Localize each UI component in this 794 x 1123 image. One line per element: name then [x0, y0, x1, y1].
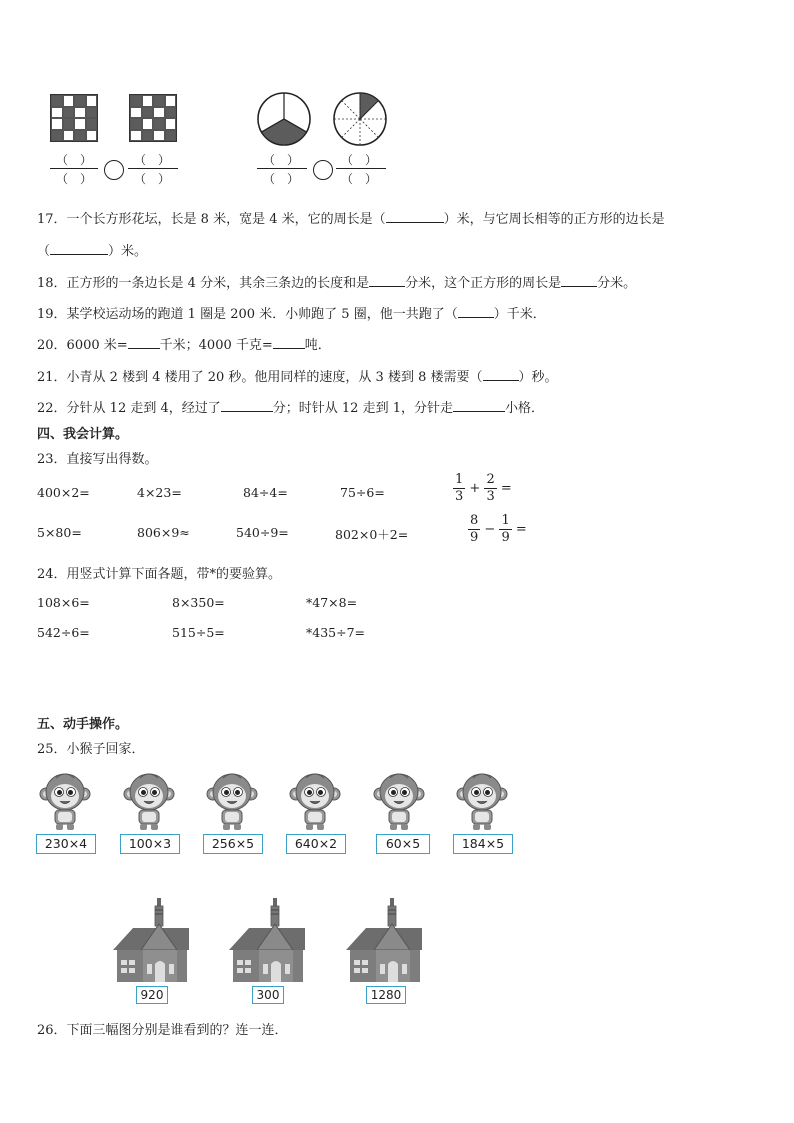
fraction-bar: [257, 168, 307, 169]
question-24-title: 24．用竖式计算下面各题，带*的要验算。: [37, 567, 282, 582]
calc-item: 400×2=: [37, 485, 90, 500]
house-number-box[interactable]: 1280: [366, 986, 406, 1004]
question-23-title: 23．直接写出得数。: [37, 452, 158, 467]
fraction-expression-2: [468, 513, 527, 546]
equals: =: [500, 481, 512, 496]
fraction-bar: [50, 168, 98, 169]
grid-cell: [142, 107, 154, 119]
q22-text: 分；时针从 12 走到 1，分针走: [272, 401, 453, 416]
blank-numerator[interactable]: （ ）: [263, 153, 300, 167]
grid-cell: [142, 130, 154, 142]
q22-text: 22．分针从 12 走到 4，经过了: [37, 401, 221, 416]
question-18: [37, 272, 636, 291]
answer-blank[interactable]: [561, 273, 597, 287]
answer-blank[interactable]: [386, 209, 444, 223]
q17-text: ）米。: [108, 244, 148, 259]
grid-figure-left: [50, 94, 98, 142]
answer-blank[interactable]: [50, 241, 108, 255]
fraction-bar: [336, 168, 386, 169]
question-17-cont: [37, 240, 147, 259]
answer-blank[interactable]: [458, 304, 494, 318]
monkey-expression-box[interactable]: 640×2: [286, 834, 346, 854]
grid-cell: [165, 107, 177, 119]
section-4-heading: 四、我会计算。: [37, 427, 129, 442]
question-22: [37, 397, 544, 416]
fraction-bar: [128, 168, 178, 169]
monkey-icon: [123, 770, 175, 832]
equals: =: [515, 522, 527, 537]
grid-cell: [130, 95, 142, 107]
grid-cell: [86, 95, 98, 107]
grid-cell: [130, 130, 142, 142]
calc-item: 515÷5=: [172, 625, 225, 640]
monkey-expression-box[interactable]: 184×5: [453, 834, 513, 854]
answer-blank[interactable]: [221, 398, 273, 412]
calc-item: *47×8=: [306, 595, 358, 610]
monkey-expression-box[interactable]: 256×5: [203, 834, 263, 854]
q17-text: ）米，与它周长相等的正方形的边长是: [443, 212, 665, 227]
grid-cell: [130, 107, 142, 119]
operator: +: [469, 481, 481, 496]
house-number-box[interactable]: 300: [252, 986, 284, 1004]
denominator: 9: [470, 530, 479, 545]
section-5-heading: 五、动手操作。: [37, 717, 129, 732]
numerator: 8: [470, 513, 479, 528]
circle-figure-left: [256, 91, 312, 147]
answer-blank[interactable]: [483, 367, 519, 381]
monkey-icon: [39, 770, 91, 832]
monkey-expression-box[interactable]: 100×3: [120, 834, 180, 854]
blank-numerator[interactable]: （ ）: [134, 153, 171, 167]
answer-blank[interactable]: [273, 335, 305, 349]
q22-text: 小格．: [504, 401, 544, 416]
question-26-title: 26．下面三幅图分别是谁看到的？连一连．: [37, 1023, 288, 1038]
question-25-title: 25．小猴子回家．: [37, 742, 145, 757]
grid-cell: [142, 118, 154, 130]
grid-cell: [63, 95, 75, 107]
calc-item: 8×350=: [172, 595, 225, 610]
calc-item: *435÷7=: [306, 625, 366, 640]
numerator: 2: [486, 472, 495, 487]
blank-denominator[interactable]: （ ）: [134, 172, 171, 186]
grid-cell: [74, 95, 86, 107]
q20-text: 吨．: [304, 338, 331, 353]
house-icon: [113, 898, 189, 984]
compare-circle[interactable]: [313, 160, 333, 180]
denominator: 9: [501, 530, 510, 545]
monkey-icon: [289, 770, 341, 832]
q20-text: 20．6000 米=: [37, 338, 128, 353]
grid-cell: [153, 107, 165, 119]
q19-text: ）千米．: [493, 307, 546, 322]
fraction: [468, 513, 480, 546]
calc-item: 108×6=: [37, 595, 90, 610]
grid-cell: [153, 118, 165, 130]
calc-item: 802×0＋2=: [335, 527, 409, 542]
question-20: [37, 334, 331, 353]
fraction: [499, 513, 511, 546]
operator: −: [484, 522, 496, 537]
monkey-icon: [456, 770, 508, 832]
calc-item: 84÷4=: [243, 485, 288, 500]
grid-cell: [153, 95, 165, 107]
calc-item: 806×9≈: [137, 525, 190, 540]
denominator: 3: [455, 489, 464, 504]
question-17: [37, 208, 665, 227]
q17-text: （: [37, 244, 51, 259]
grid-cell: [165, 95, 177, 107]
blank-denominator[interactable]: （ ）: [263, 172, 300, 186]
grid-cell: [74, 107, 86, 119]
monkey-expression-box[interactable]: 230×4: [36, 834, 96, 854]
monkey-expression-box[interactable]: 60×5: [376, 834, 430, 854]
grid-cell: [63, 130, 75, 142]
grid-cell: [74, 118, 86, 130]
grid-cell: [86, 107, 98, 119]
grid-cell: [165, 118, 177, 130]
answer-blank[interactable]: [453, 398, 505, 412]
blank-numerator[interactable]: （ ）: [56, 153, 93, 167]
fraction-expression-1: [453, 472, 512, 505]
numerator: 1: [501, 513, 510, 528]
house-icon: [346, 898, 422, 984]
house-icon: [229, 898, 305, 984]
grid-figure-right: [129, 94, 177, 142]
q18-text: 分米。: [597, 276, 637, 291]
grid-cell: [63, 107, 75, 119]
grid-cell: [51, 95, 63, 107]
question-21: [37, 366, 558, 385]
grid-cell: [130, 118, 142, 130]
grid-cell: [51, 118, 63, 130]
grid-cell: [142, 95, 154, 107]
fraction: [484, 472, 496, 505]
grid-cell: [51, 130, 63, 142]
grid-cell: [63, 118, 75, 130]
calc-item: 75÷6=: [340, 485, 385, 500]
answer-blank[interactable]: [369, 273, 405, 287]
q20-text: 千米；4000 千克=: [159, 338, 273, 353]
grid-cell: [86, 130, 98, 142]
monkey-icon: [373, 770, 425, 832]
question-19: [37, 303, 546, 322]
fraction: [453, 472, 465, 505]
circle-figure-right: [332, 91, 388, 147]
grid-cell: [165, 130, 177, 142]
grid-cell: [86, 118, 98, 130]
blank-numerator[interactable]: （ ）: [341, 153, 378, 167]
q18-text: 18．正方形的一条边长是 4 分米，其余三条边的长度和是: [37, 276, 370, 291]
grid-cell: [153, 130, 165, 142]
house-number-box[interactable]: 920: [136, 986, 168, 1004]
q21-text: ）秒。: [518, 370, 558, 385]
blank-denominator[interactable]: （ ）: [56, 172, 93, 186]
q18-text: 分米，这个正方形的周长是: [405, 276, 562, 291]
grid-cell: [74, 130, 86, 142]
answer-blank[interactable]: [128, 335, 160, 349]
calc-item: 542÷6=: [37, 625, 90, 640]
numerator: 1: [455, 472, 464, 487]
q17-text: 17．一个长方形花坛，长是 8 米，宽是 4 米，它的周长是（: [37, 212, 386, 227]
calc-item: 540÷9=: [236, 525, 289, 540]
q21-text: 21．小青从 2 楼到 4 楼用了 20 秒。他用同样的速度，从 3 楼到 8 楼需要（: [37, 370, 483, 385]
compare-circle[interactable]: [104, 160, 124, 180]
denominator: 3: [486, 489, 495, 504]
monkey-icon: [206, 770, 258, 832]
q19-text: 19．某学校运动场的跑道 1 圈是 200 米．小帅跑了 5 圈，他一共跑了（: [37, 307, 458, 322]
calc-item: 5×80=: [37, 525, 82, 540]
grid-cell: [51, 107, 63, 119]
calc-item: 4×23=: [137, 485, 182, 500]
blank-denominator[interactable]: （ ）: [341, 172, 378, 186]
